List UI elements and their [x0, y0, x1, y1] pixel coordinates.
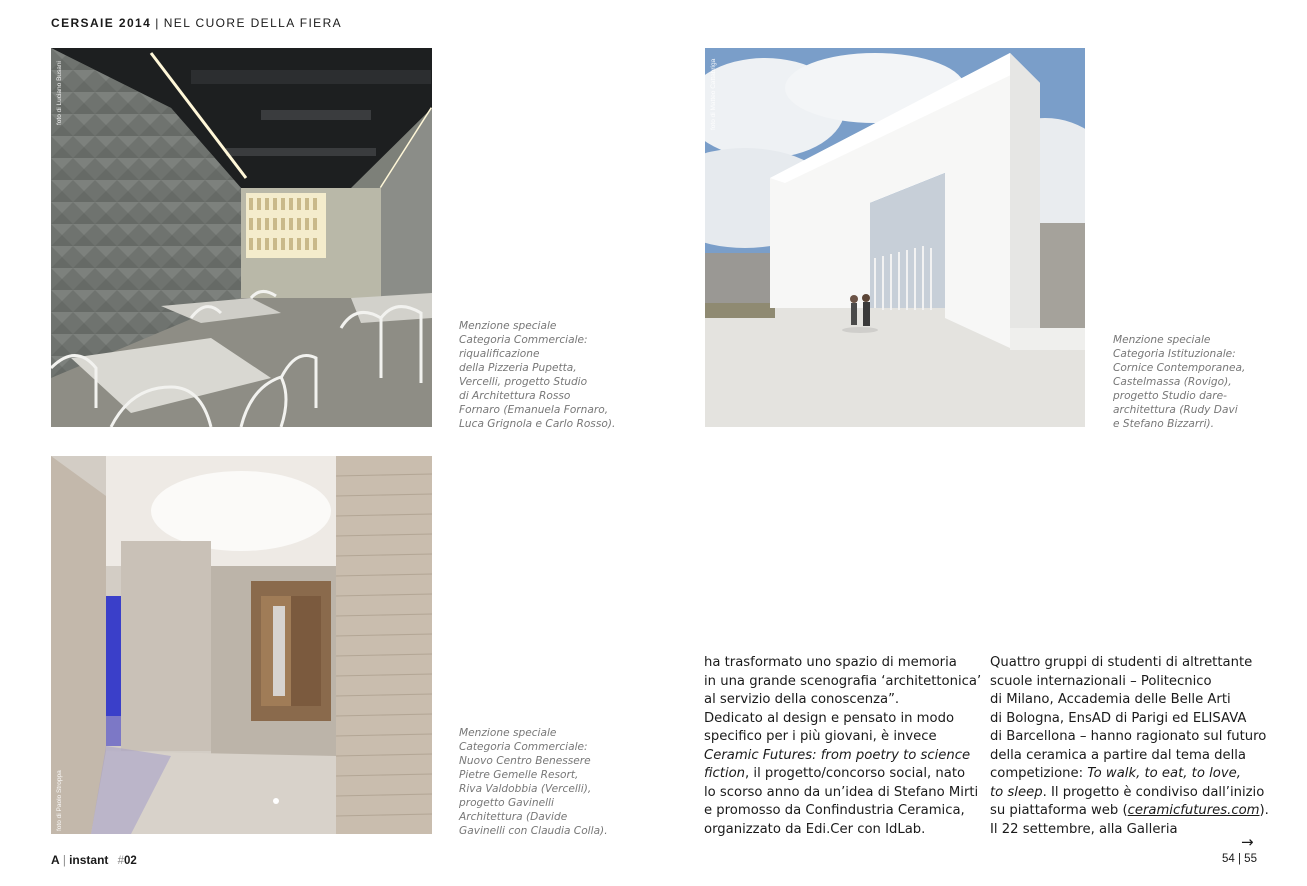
photo-pizzeria [51, 48, 432, 427]
caption-centro-benessere: Menzione speciale Categoria Commerciale: Nuovo Centro Benessere Pietre Gemelle Resort, Riva Valdobbia (Vercelli), progetto Gavinelli Architettura (Davide Gavinelli con Claudia Colla). [459, 727, 608, 837]
body-column-1 [704, 654, 989, 839]
text-line: su piattaforma web (ceramicfutures.com). [990, 803, 1269, 818]
issue-number: #02 [117, 855, 137, 867]
text-line: lo scorso anno da un’idea di Stefano Mirti [704, 784, 979, 800]
photo-cornice-contemporanea [705, 48, 1085, 427]
competition-theme: To walk, to eat, to love, [1087, 766, 1241, 781]
header-separator: | [155, 16, 160, 30]
text-line: specifico per i più giovani, è invece [704, 729, 937, 744]
caption-cornice-contemporanea: Menzione speciale Categoria Istituzionale: Cornice Contemporanea, Castelmassa (Rovigo), progetto Studio dare- architettura (Rudy Davi e Stefano Bizzarri). [1113, 334, 1246, 430]
page-numbers: 54 | 55 [1222, 853, 1257, 865]
text-line: Dedicato al design e pensato in modo [704, 710, 955, 726]
text-line: di Barcellona – hanno ragionato sul futuro [990, 729, 1267, 744]
footer-brand [51, 853, 137, 867]
brand-letter: A [51, 853, 60, 867]
project-title: fiction [704, 766, 746, 781]
text-line: ha trasformato uno spazio di memoria [704, 655, 957, 670]
text-line: della ceramica a partire dal tema della [990, 747, 1247, 763]
photo-centro-benessere [51, 456, 432, 834]
ceramicfutures-link[interactable]: ceramicfutures.com [1127, 803, 1260, 818]
text-line: to sleep. Il progetto è condiviso dall’inizio [990, 784, 1265, 800]
continue-arrow-icon: → [1241, 833, 1254, 851]
text-line: scuole internazionali – Politecnico [990, 673, 1212, 689]
text-line: di Milano, Accademia delle Belle Arti [990, 692, 1231, 707]
header-subtitle: NEL CUORE DELLA FIERA [163, 16, 343, 30]
text-line: Quattro gruppi di studenti di altrettante [990, 655, 1253, 670]
text-line: organizzato da Edi.Cer con IdLab. [704, 821, 926, 837]
text-line: in una grande scenografia ‘architettonica’ [704, 673, 982, 689]
text-line: competizione: To walk, to eat, to love, [990, 766, 1241, 781]
header-section: CERSAIE 2014 [51, 16, 152, 30]
running-header [51, 16, 342, 30]
text-line: fiction, il progetto/concorso social, nato [704, 766, 966, 781]
text-line [704, 747, 989, 766]
photo-credit: foto di Paolo Stroppa [56, 770, 63, 831]
caption-pizzeria: Menzione speciale Categoria Commerciale: riqualificazione della Pizzeria Pupetta, Vercelli, progetto Studio di Architettura Rosso Fornaro (Emanuela Fornaro, Luca Grignola e Carlo Rosso). [459, 320, 616, 430]
text-line: Il 22 settembre, alla Galleria [990, 821, 1178, 837]
photo-credit: foto di Luciano Busani [56, 61, 63, 125]
photo-credit: foto di Matteo Cattabriga [710, 58, 717, 130]
brand-name: instant [69, 853, 109, 867]
text-line: al servizio della conoscenza”. [704, 692, 900, 707]
project-title: Ceramic Futures: from poetry to science [704, 747, 971, 763]
competition-theme: to sleep [990, 784, 1043, 800]
body-column-2 [990, 654, 1275, 839]
brand-separator: | [62, 855, 66, 867]
text-line: e promosso da Confindustria Ceramica, [704, 803, 965, 818]
text-line: di Bologna, EnsAD di Parigi ed ELISAVA [990, 710, 1247, 726]
